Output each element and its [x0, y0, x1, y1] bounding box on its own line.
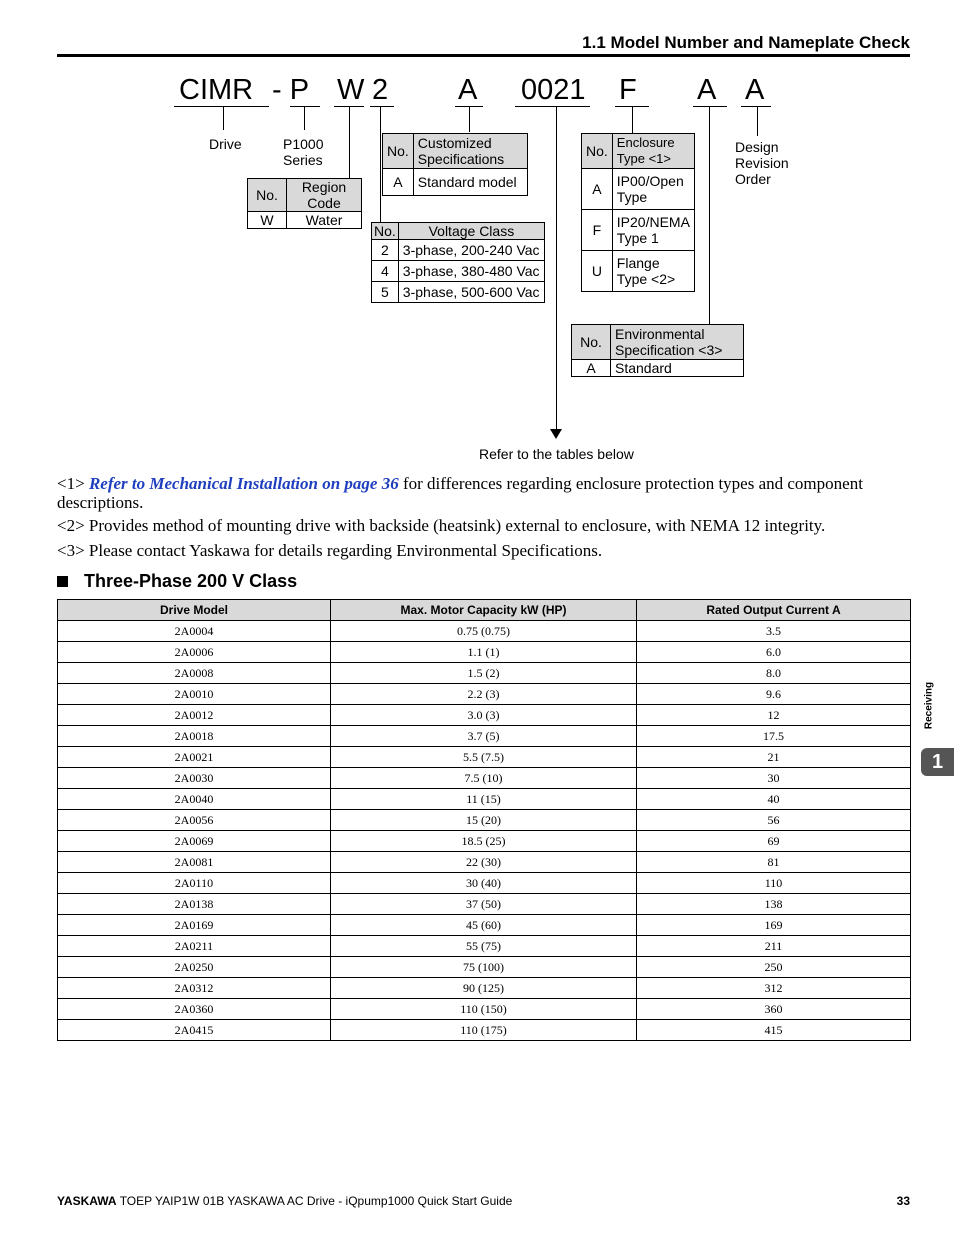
table-row: [58, 978, 911, 999]
label-drive: Drive: [209, 136, 242, 152]
cell-motor-capacity: 110 (150): [331, 999, 637, 1020]
cell-drive-model: 2A0110: [58, 873, 331, 894]
connector-series: [304, 106, 305, 130]
label-revision-2: Revision: [735, 155, 789, 171]
cell-motor-capacity: 5.5 (7.5): [331, 747, 637, 768]
cell-drive-model: 2A0081: [58, 852, 331, 873]
table-row: [58, 768, 911, 789]
cell-motor-capacity: 1.1 (1): [331, 642, 637, 663]
cell-output-current: 9.6: [637, 684, 911, 705]
class-heading-text: Three-Phase 200 V Class: [84, 571, 298, 591]
cell-motor-capacity: 3.7 (5): [331, 726, 637, 747]
footer-doc-info: [57, 1194, 512, 1208]
class-heading: [57, 571, 297, 592]
region-code-table: [247, 178, 362, 229]
connector-enclosure: [632, 106, 633, 133]
cell-drive-model: 2A0018: [58, 726, 331, 747]
table-row: [58, 684, 911, 705]
cell-motor-capacity: 22 (30): [331, 852, 637, 873]
code-custom: A: [458, 74, 478, 106]
cell-drive-model: 2A0415: [58, 1020, 331, 1041]
enclosure-col-no: No.: [582, 134, 613, 169]
region-col-name: Region Code: [287, 179, 362, 212]
cell-motor-capacity: 37 (50): [331, 894, 637, 915]
cell-drive-model: 2A0008: [58, 663, 331, 684]
voltage-row-name: 3-phase, 500-600 Vac: [398, 282, 544, 303]
enclosure-col-name: Enclosure Type <1>: [612, 134, 694, 169]
cell-drive-model: 2A0138: [58, 894, 331, 915]
label-revision-3: Order: [735, 171, 771, 187]
connector-revision: [757, 106, 758, 136]
cell-drive-model: 2A0040: [58, 789, 331, 810]
cell-drive-model: 2A0360: [58, 999, 331, 1020]
table-row: [58, 915, 911, 936]
col-drive-model: Drive Model: [58, 600, 331, 621]
voltage-row-no: 5: [372, 282, 399, 303]
underline-revision: [741, 106, 771, 107]
cell-drive-model: 2A0021: [58, 747, 331, 768]
enclosure-type-table: [581, 133, 695, 292]
table-row: [58, 789, 911, 810]
cell-drive-model: 2A0012: [58, 705, 331, 726]
enclosure-row-no: U: [582, 251, 613, 292]
custom-row-no: A: [383, 169, 414, 196]
cell-output-current: 169: [637, 915, 911, 936]
mechanical-installation-link[interactable]: Refer to Mechanical Installation on page 36: [88, 474, 399, 493]
cell-output-current: 312: [637, 978, 911, 999]
cell-motor-capacity: 90 (125): [331, 978, 637, 999]
cell-output-current: 40: [637, 789, 911, 810]
cell-output-current: 360: [637, 999, 911, 1020]
label-revision-1: Design: [735, 139, 779, 155]
cell-motor-capacity: 0.75 (0.75): [331, 621, 637, 642]
cell-output-current: 12: [637, 705, 911, 726]
footnote-1-text: for differences regarding enclosure protection types and component descriptions.: [57, 474, 863, 512]
table-row: [58, 810, 911, 831]
cell-drive-model: 2A0010: [58, 684, 331, 705]
section-title: 1.1 Model Number and Nameplate Check: [582, 33, 910, 52]
env-col-name: Environmental Specification <3>: [611, 325, 744, 360]
cell-output-current: 81: [637, 852, 911, 873]
custom-spec-table: [382, 133, 528, 196]
table-row: [58, 705, 911, 726]
table-row: [58, 999, 911, 1020]
voltage-row-name: 3-phase, 200-240 Vac: [398, 240, 544, 261]
custom-col-no: No.: [383, 134, 414, 169]
side-tab-label: [919, 678, 939, 738]
cell-motor-capacity: 55 (75): [331, 936, 637, 957]
page-number: 33: [896, 1194, 910, 1208]
cell-drive-model: 2A0312: [58, 978, 331, 999]
connector-current: [556, 106, 557, 430]
cell-output-current: 17.5: [637, 726, 911, 747]
cell-motor-capacity: 1.5 (2): [331, 663, 637, 684]
enclosure-row-name: IP00/Open Type: [612, 169, 694, 210]
code-revision: A: [745, 74, 765, 106]
table-row: [58, 852, 911, 873]
region-col-no: No.: [248, 179, 287, 212]
code-enclosure: F: [619, 74, 637, 106]
code-current: 0021: [521, 74, 586, 106]
cell-motor-capacity: 7.5 (10): [331, 768, 637, 789]
cell-output-current: 250: [637, 957, 911, 978]
footnote-1: [57, 474, 917, 512]
table-row: [58, 1020, 911, 1041]
footnote-2: <2> Provides method of mounting drive with backside (heatsink) external to enclosure, with NEMA 12 integrity.: [57, 516, 826, 535]
table-row: [58, 831, 911, 852]
cell-output-current: 69: [637, 831, 911, 852]
cell-motor-capacity: 75 (100): [331, 957, 637, 978]
cell-output-current: 56: [637, 810, 911, 831]
table-row: [58, 642, 911, 663]
footer-brand: YASKAWA: [57, 1194, 117, 1208]
cell-drive-model: 2A0056: [58, 810, 331, 831]
cell-drive-model: 2A0006: [58, 642, 331, 663]
cell-drive-model: 2A0250: [58, 957, 331, 978]
model-number-diagram: [0, 0, 954, 470]
enclosure-row-name: IP20/NEMA Type 1: [612, 210, 694, 251]
underline-voltage: [370, 106, 394, 107]
env-col-no: No.: [572, 325, 611, 360]
underline-series: [290, 106, 320, 107]
connector-drive: [223, 106, 224, 130]
enclosure-row-name: Flange Type <2>: [612, 251, 694, 292]
cell-output-current: 211: [637, 936, 911, 957]
cell-output-current: 3.5: [637, 621, 911, 642]
table-row: [58, 621, 911, 642]
custom-row-name: Standard model: [413, 169, 527, 196]
col-rated-output-current: Rated Output Current A: [637, 600, 911, 621]
voltage-row-no: 2: [372, 240, 399, 261]
table-row: [58, 894, 911, 915]
code-series: - P: [272, 74, 310, 106]
cell-output-current: 30: [637, 768, 911, 789]
region-row-no: W: [248, 212, 287, 229]
table-row: [58, 957, 911, 978]
cell-drive-model: 2A0069: [58, 831, 331, 852]
footnote-1-marker: <1>: [57, 474, 85, 493]
cell-motor-capacity: 110 (175): [331, 1020, 637, 1041]
cell-motor-capacity: 11 (15): [331, 789, 637, 810]
region-row-name: Water: [287, 212, 362, 229]
cell-motor-capacity: 18.5 (25): [331, 831, 637, 852]
underline-current: [515, 106, 590, 107]
table-row: [58, 873, 911, 894]
underline-env: [693, 106, 727, 107]
table-row: [58, 936, 911, 957]
connector-env: [709, 106, 710, 324]
cell-output-current: 415: [637, 1020, 911, 1041]
connector-custom: [469, 106, 470, 132]
voltage-row-name: 3-phase, 380-480 Vac: [398, 261, 544, 282]
cell-drive-model: 2A0169: [58, 915, 331, 936]
arrow-down-icon: [550, 429, 562, 439]
cell-motor-capacity: 15 (20): [331, 810, 637, 831]
table-row: [58, 726, 911, 747]
enclosure-row-no: F: [582, 210, 613, 251]
side-tab-text: Receiving: [923, 681, 935, 730]
rating-table-body: [58, 621, 911, 1041]
cell-drive-model: 2A0030: [58, 768, 331, 789]
rating-table: [57, 599, 911, 1041]
voltage-col-name: Voltage Class: [398, 223, 544, 240]
voltage-row-no: 4: [372, 261, 399, 282]
chapter-tab: 1: [921, 748, 954, 776]
connector-region: [349, 106, 350, 179]
table-row: [58, 747, 911, 768]
cell-drive-model: 2A0211: [58, 936, 331, 957]
voltage-col-no: No.: [372, 223, 399, 240]
code-cimr: CIMR: [179, 74, 254, 106]
cell-motor-capacity: 30 (40): [331, 873, 637, 894]
underline-cimr: [174, 106, 269, 107]
cell-output-current: 6.0: [637, 642, 911, 663]
enclosure-row-no: A: [582, 169, 613, 210]
cell-motor-capacity: 2.2 (3): [331, 684, 637, 705]
col-max-motor-capacity: Max. Motor Capacity kW (HP): [331, 600, 637, 621]
code-region: W: [337, 74, 365, 106]
custom-col-name: Customized Specifications: [413, 134, 527, 169]
table-row: [58, 663, 911, 684]
label-series-1: P1000: [283, 136, 324, 152]
voltage-class-table: [371, 222, 545, 303]
cell-output-current: 21: [637, 747, 911, 768]
environmental-spec-table: [571, 324, 744, 377]
footer-doc-title: TOEP YAIP1W 01B YASKAWA AC Drive - iQpump1000 Quick Start Guide: [116, 1194, 513, 1208]
connector-voltage: [380, 106, 381, 222]
code-voltage: 2: [372, 74, 389, 106]
label-refer-tables: Refer to the tables below: [479, 446, 634, 462]
code-env: A: [697, 74, 717, 106]
label-series-2: Series: [283, 152, 323, 168]
env-row-name: Standard: [611, 360, 744, 377]
cell-output-current: 110: [637, 873, 911, 894]
env-row-no: A: [572, 360, 611, 377]
cell-output-current: 8.0: [637, 663, 911, 684]
cell-drive-model: 2A0004: [58, 621, 331, 642]
footnote-3: <3> Please contact Yaskawa for details regarding Environmental Specifications.: [57, 541, 603, 560]
cell-motor-capacity: 45 (60): [331, 915, 637, 936]
cell-motor-capacity: 3.0 (3): [331, 705, 637, 726]
heading-bullet-icon: [57, 576, 68, 587]
cell-output-current: 138: [637, 894, 911, 915]
